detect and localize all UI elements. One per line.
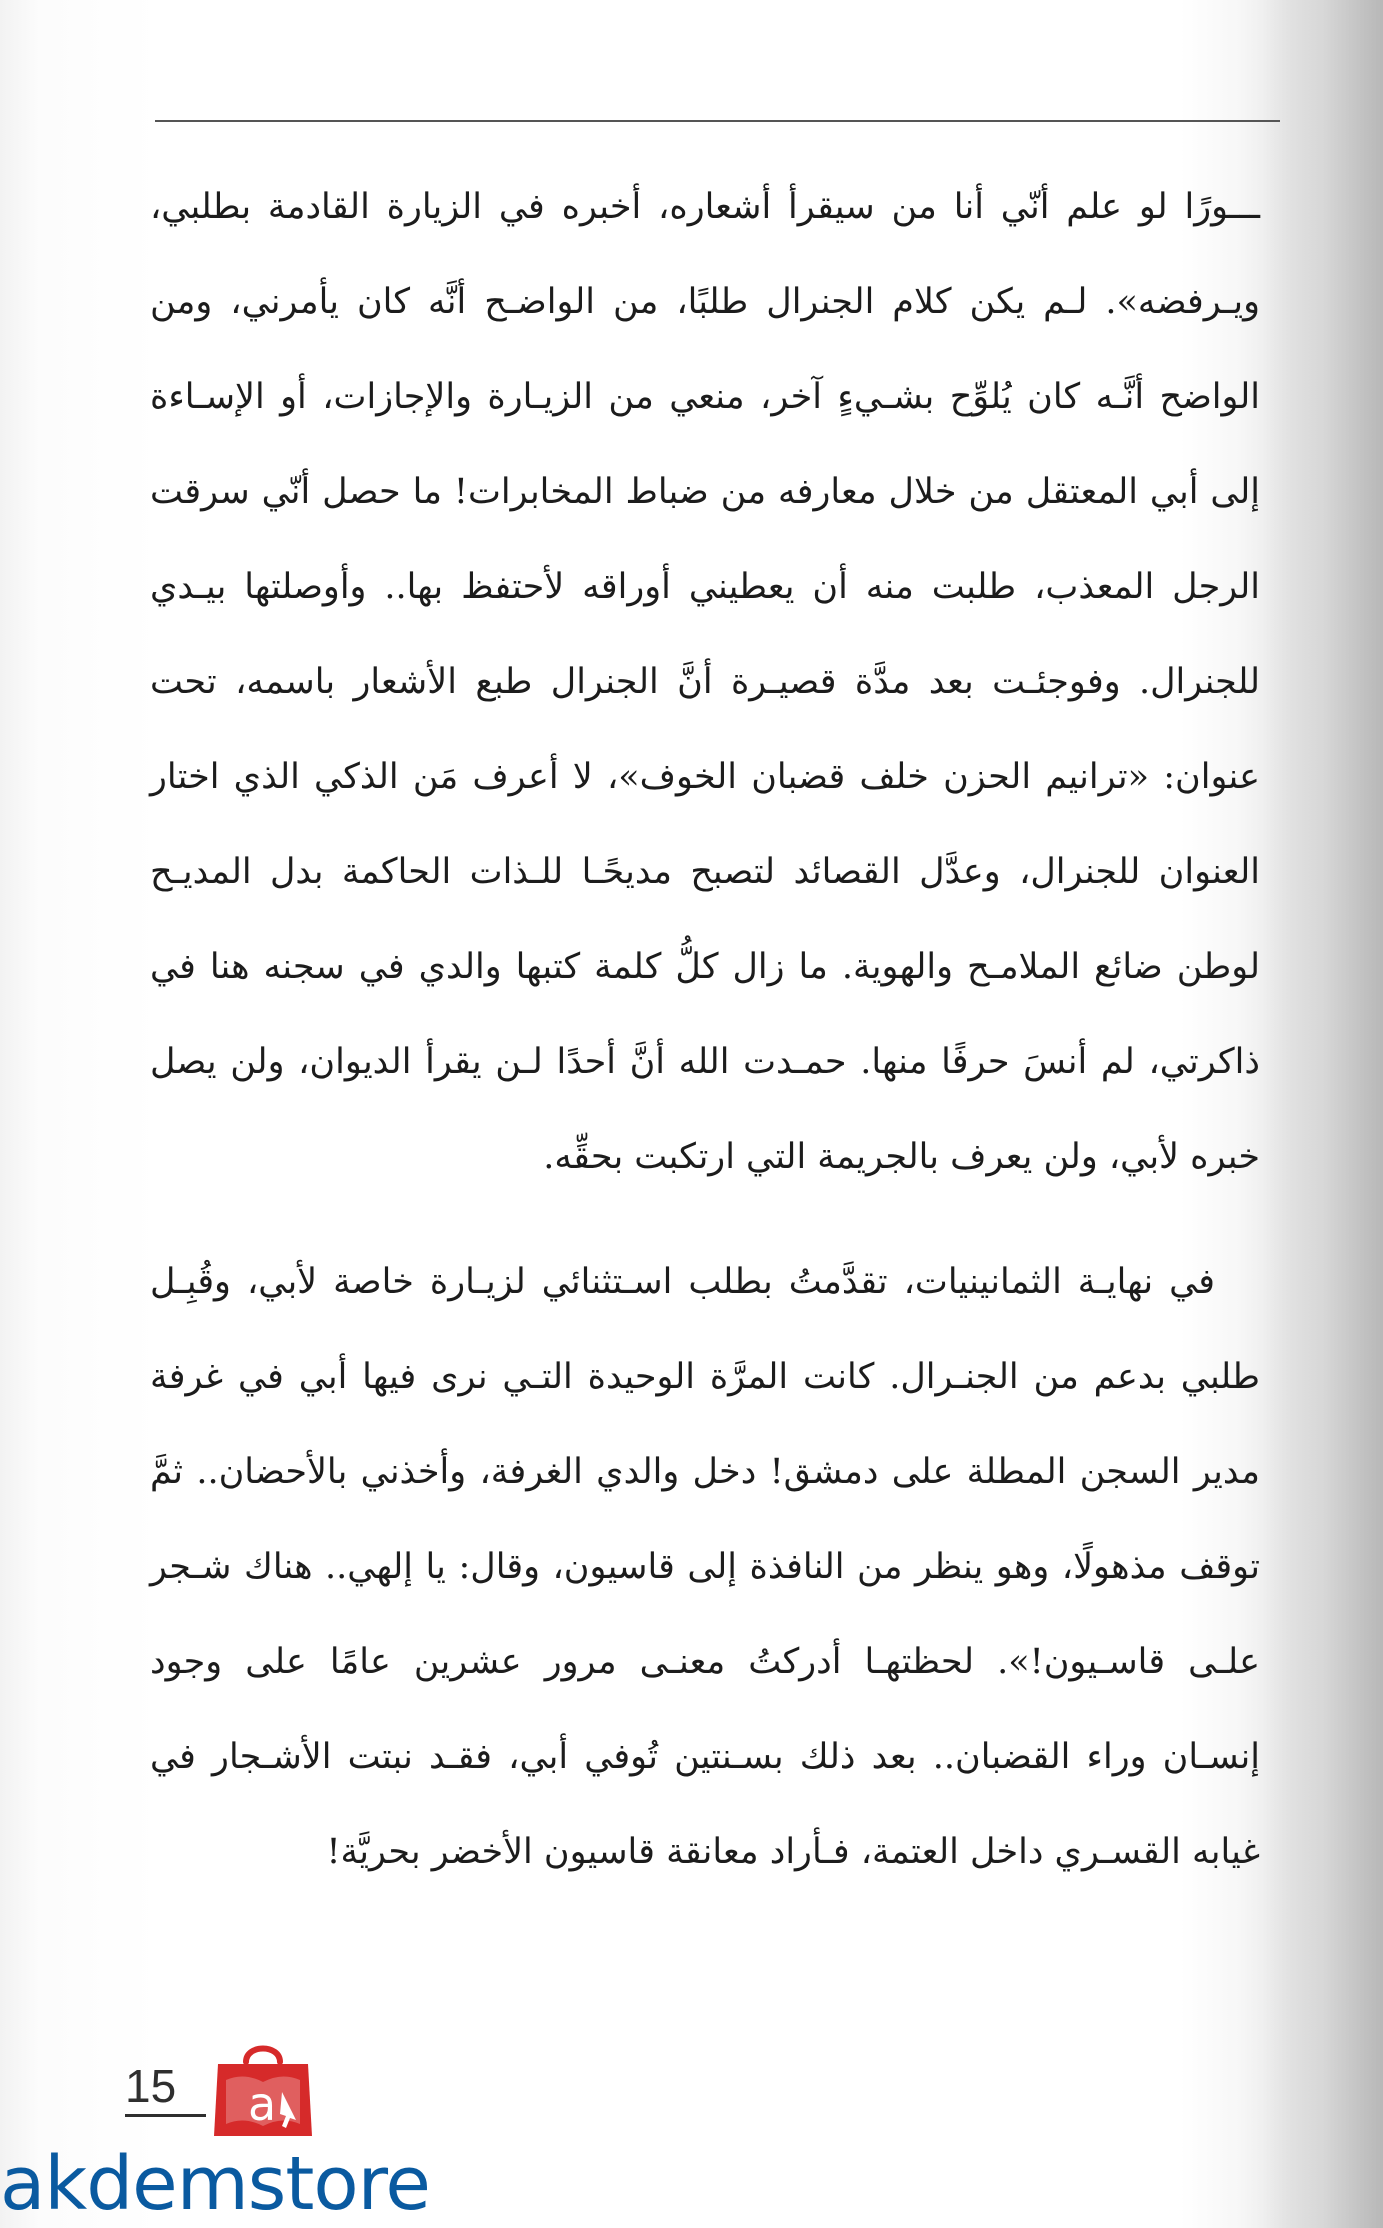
text-line: مديحًـا للـذات الحاكمة بدل المديـح لوطن ضائع الملامـح والهوية. ما <box>150 852 1260 987</box>
text-line: بالأحضان.. ثمَّ توقف مذهولًا، وهو ينظر من النافذة إلى قاسيون، وقال: <box>150 1452 1260 1587</box>
text-line: حمـدت الله أنَّ أحدًا لـن يقرأ الديوان، ولن يصل خبره لأبي، ولن يعرف <box>150 1042 1260 1177</box>
store-logo-wordmark: akdemstore <box>0 2141 430 2227</box>
page-number: 15 <box>125 2060 206 2117</box>
paragraph-1 <box>150 160 1260 1205</box>
page-binding-shadow <box>1263 0 1383 2228</box>
text-line: قاسيون الأخضر بحريَّة! <box>326 1832 655 1872</box>
body-text <box>150 160 1260 1900</box>
text-line: أبي، فقـد نبتت الأشـجار في غيابه القسـري داخل العتمة، فـأراد معانقة <box>150 1737 1260 1872</box>
text-line: عشرين عامًا على وجود إنسـان وراء القضبان.. بعد ذلك بسـنتين تُوفي <box>150 1642 1260 1777</box>
bag-handle-icon <box>246 2049 280 2063</box>
text-line: أو الإسـاءة إلى أبي المعتقل من خلال معارفه من ضباط المخابرات! ما <box>150 377 1260 512</box>
text-line: طبع الأشعار باسمه، تحت عنوان: «ترانيم الحزن خلف قضبان الخوف»، <box>150 662 1260 797</box>
text-line: في نهايـة الثمانينيات، تقدَّمتُ بطلب اسـتثنائي لزيـارة خاصة لأبي، <box>246 1262 1215 1302</box>
text-line: حصل أنّي سرقت الرجل المعذب، طلبت منه أن يعطيني أوراقه لأحتفظ <box>150 472 1260 607</box>
text-line: في غرفة مدير السجن المطلة على دمشق! دخل والدي الغرفة، وأخذني <box>150 1357 1260 1492</box>
text-line: ومن الواضح أنَّـه كان يُلوِّح بشـيءٍ آخر، منعي من الزيـارة والإجازات، <box>150 282 1260 417</box>
text-line: ـــورًا لو علم أنّي أنا من سيقرأ أشعاره، أخبره في الزيارة القادمة بطلبي، <box>150 187 1260 227</box>
text-line: ويـرفضه». لـم يكن كلام الجنرال طلبًا، من الواضـح أنَّه كان يأمرني، <box>230 282 1260 322</box>
text-line: لا أعرف مَن الذكي الذي اختار العنوان للجنرال، وعدَّل القصائد لتصبح <box>150 757 1260 892</box>
text-line: وقُبِـل طلبي بدعم من الجنـرال. كانت المرَّة الوحيدة التـي نرى فيها أبي <box>150 1262 1260 1397</box>
store-book-icon <box>208 2040 318 2140</box>
header-rule <box>155 120 1280 122</box>
text-line: بها.. وأوصلتها بيـدي للجنرال. وفوجئـت بعد مدَّة قصيـرة أنَّ الجنرال <box>150 567 1260 702</box>
paragraph-2 <box>150 1235 1260 1900</box>
text-line: بالجريمة التي ارتكبت بحقِّه. <box>543 1137 940 1177</box>
text-line: يا إلهي.. هناك شـجر علـى قاسـيون!». لحظتهـا أدركتُ معنـى مرور <box>150 1547 1260 1682</box>
store-logo-letter: a <box>248 2077 277 2131</box>
text-line: زال كلُّ كلمة كتبها والدي في سجنه هنا في ذاكرتي، لم أنسَ حرفًا منها. <box>150 947 1260 1082</box>
